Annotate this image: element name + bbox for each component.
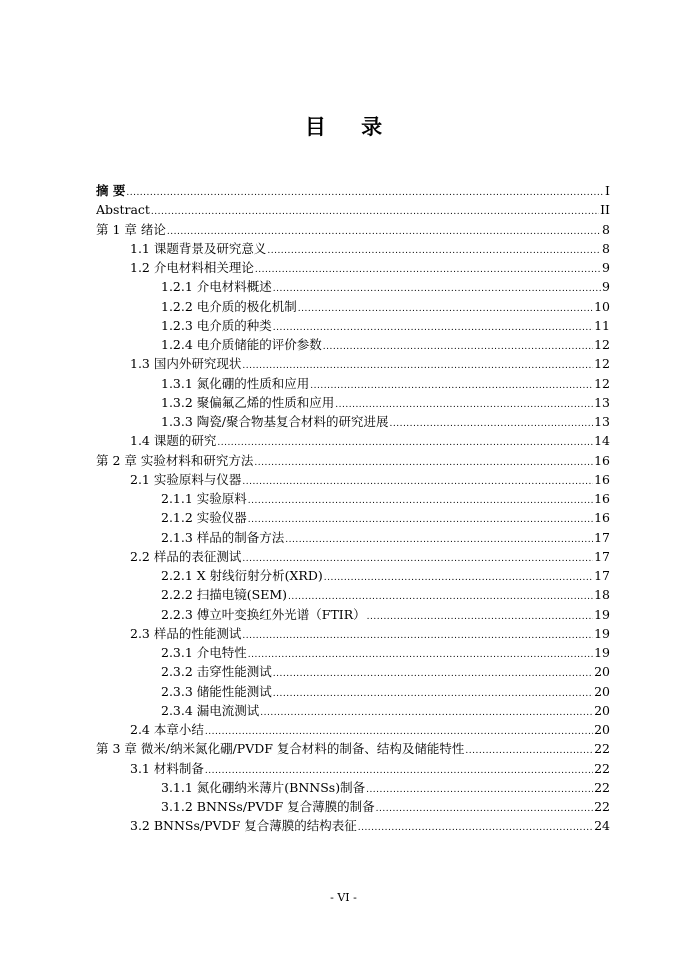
toc-entry-label: 2.1.3 样品的制备方法: [161, 529, 285, 545]
toc-dot-leader: [254, 454, 593, 470]
toc-entry-page: 9: [602, 260, 610, 275]
toc-entry-label: 2.2.1 X 射线衍射分析(XRD): [161, 568, 323, 583]
toc-dot-leader: [267, 242, 601, 258]
toc-entry[interactable]: [96, 220, 610, 239]
toc-dot-leader: [288, 588, 593, 604]
toc-dot-leader: [151, 203, 599, 219]
toc-entry-page: 18: [594, 587, 610, 603]
toc-dot-leader: [205, 723, 593, 739]
toc-dot-leader: [248, 511, 593, 527]
toc-entry[interactable]: [96, 277, 610, 296]
toc-entry-label: 1.3.3 陶瓷/聚合物基复合材料的研究进展: [161, 414, 389, 429]
toc-entry-label: 3.2 BNNSs/PVDF 复合薄膜的结构表征: [130, 818, 357, 834]
toc-entry-label: 3.1 材料制备: [130, 760, 204, 776]
toc-dot-leader: [366, 781, 593, 797]
toc-dot-leader: [367, 608, 593, 624]
toc-entry-page: 17: [594, 548, 610, 564]
toc-entry[interactable]: [96, 797, 610, 816]
toc-entry-page: 19: [594, 645, 610, 660]
toc-entry[interactable]: [96, 566, 610, 585]
toc-entry-page: 20: [594, 683, 610, 699]
toc-dot-leader: [298, 300, 593, 316]
toc-entry-page: 12: [594, 356, 610, 372]
toc-entry-label: 第 3 章 微米/纳米氮化硼/PVDF 复合材料的制备、结构及储能特性: [96, 741, 465, 757]
toc-entry-label: 第 1 章 绪论: [96, 221, 166, 237]
toc-entry-page: 8: [602, 221, 610, 237]
toc-entry-label: 1.3.2 聚偏氟乙烯的性质和应用: [161, 394, 335, 410]
toc-entry-page: 11: [594, 317, 610, 333]
toc-dot-leader: [242, 627, 593, 643]
toc-entry-label: 2.4 本章小结: [130, 722, 204, 737]
toc-entry[interactable]: [96, 643, 610, 662]
toc-entry-label: 1.3 国内外研究现状: [130, 356, 242, 372]
toc-entry[interactable]: [96, 297, 610, 316]
toc-dot-leader: [273, 665, 593, 681]
toc-entry-label: 2.1.2 实验仪器: [161, 510, 247, 526]
toc-dot-leader: [205, 762, 593, 778]
toc-dot-leader: [273, 280, 601, 296]
toc-entry-label: 1.2.4 电介质储能的评价参数: [161, 337, 322, 352]
toc-dot-leader: [323, 338, 593, 354]
toc-entry-page: 22: [594, 799, 610, 814]
toc-entry-page: 16: [594, 491, 610, 506]
toc-entry-page: II: [600, 202, 610, 218]
toc-entry[interactable]: [96, 720, 610, 739]
toc-entry-label: 第 2 章 实验材料和研究方法: [96, 452, 254, 468]
toc-entry[interactable]: [96, 682, 610, 701]
toc-dot-leader: [248, 646, 593, 662]
toc-entry-page: 12: [594, 337, 610, 352]
toc-dot-leader: [217, 434, 593, 450]
toc-dot-leader: [255, 261, 601, 277]
toc-entry-page: 24: [594, 818, 610, 834]
toc-entry-page: 12: [594, 375, 610, 391]
toc-entry-label: 2.2.3 傅立叶变换红外光谱（FTIR）: [161, 606, 366, 622]
toc-entry[interactable]: [96, 335, 610, 354]
toc-dot-leader: [242, 550, 593, 566]
toc-entry-page: 10: [594, 298, 610, 314]
toc-entry[interactable]: [96, 508, 610, 527]
toc-entry-label: Abstract: [96, 202, 150, 218]
toc-dot-leader: [242, 357, 593, 373]
page-number: - VI -: [330, 891, 357, 904]
toc-entry[interactable]: [96, 374, 610, 393]
toc-entry-label: 1.2.3 电介质的种类: [161, 317, 272, 333]
toc-entry[interactable]: [96, 759, 610, 778]
toc-dot-leader: [126, 184, 604, 200]
toc-dot-leader: [260, 704, 593, 720]
toc-entry-page: 16: [594, 471, 610, 487]
toc-entry-label: 2.1 实验原料与仪器: [130, 471, 242, 487]
toc-dot-leader: [273, 319, 593, 335]
toc-entry-page: 13: [594, 414, 610, 429]
toc-entry[interactable]: [96, 258, 610, 277]
toc-entry[interactable]: [96, 393, 610, 412]
toc-entry[interactable]: [96, 181, 610, 200]
toc-entry[interactable]: [96, 316, 610, 335]
toc-dot-leader: [324, 569, 593, 585]
table-of-contents: [96, 181, 610, 836]
toc-dot-leader: [390, 415, 594, 431]
toc-entry-label: 3.1.1 氮化硼纳米薄片(BNNSs)制备: [161, 779, 366, 795]
toc-dot-leader: [358, 819, 593, 835]
toc-entry-label: 1.2.1 介电材料概述: [161, 279, 272, 295]
toc-entry-label: 2.3.3 储能性能测试: [161, 683, 272, 699]
toc-entry-page: 22: [594, 779, 610, 795]
toc-entry-label: 2.1.1 实验原料: [161, 491, 247, 506]
toc-entry-page: 19: [594, 606, 610, 622]
toc-entry[interactable]: [96, 547, 610, 566]
toc-entry-page: 19: [594, 625, 610, 641]
toc-entry[interactable]: [96, 528, 610, 547]
toc-entry-label: 2.2.2 扫描电镜(SEM): [161, 587, 288, 603]
toc-dot-leader: [167, 223, 601, 239]
page-title: 目 录: [304, 115, 397, 139]
toc-entry-label: 1.3.1 氮化硼的性质和应用: [161, 375, 310, 391]
toc-entry[interactable]: [96, 605, 610, 624]
toc-entry-page: 20: [594, 702, 610, 718]
toc-entry-label: 1.2.2 电介质的极化机制: [161, 298, 297, 314]
toc-entry-page: 17: [594, 568, 610, 583]
toc-entry-label: 摘 要: [96, 183, 126, 198]
toc-entry[interactable]: [96, 354, 610, 373]
toc-entry[interactable]: [96, 451, 610, 470]
toc-entry-label: 1.2 介电材料相关理论: [130, 260, 254, 275]
toc-entry-page: 20: [594, 722, 610, 737]
toc-entry-label: 1.1 课题背景及研究意义: [130, 240, 267, 256]
toc-entry-page: 16: [594, 452, 610, 468]
toc-dot-leader: [376, 800, 593, 816]
toc-dot-leader: [285, 531, 593, 547]
toc-entry-page: 13: [594, 394, 610, 410]
toc-entry-page: 9: [602, 279, 610, 295]
toc-dot-leader: [273, 685, 593, 701]
toc-entry-page: 20: [594, 664, 610, 680]
toc-entry[interactable]: [96, 739, 610, 758]
toc-entry-page: 22: [594, 741, 610, 757]
toc-entry-label: 3.1.2 BNNSs/PVDF 复合薄膜的制备: [161, 799, 375, 814]
toc-dot-leader: [465, 742, 593, 758]
toc-entry-label: 2.3.4 漏电流测试: [161, 702, 260, 718]
toc-entry[interactable]: [96, 778, 610, 797]
toc-dot-leader: [248, 492, 593, 508]
toc-entry[interactable]: [96, 662, 610, 681]
toc-entry[interactable]: [96, 585, 610, 604]
toc-entry[interactable]: [96, 412, 610, 431]
toc-entry-label: 1.4 课题的研究: [130, 433, 217, 449]
toc-entry-page: 22: [594, 760, 610, 776]
toc-entry[interactable]: [96, 489, 610, 508]
toc-entry-label: 2.3 样品的性能测试: [130, 625, 242, 641]
toc-entry-page: 14: [594, 433, 610, 449]
toc-dot-leader: [310, 377, 593, 393]
toc-entry-label: 2.3.1 介电特性: [161, 645, 247, 660]
toc-entry[interactable]: [96, 816, 610, 835]
toc-entry[interactable]: [96, 624, 610, 643]
toc-entry-label: 2.3.2 击穿性能测试: [161, 664, 272, 680]
toc-entry-page: 16: [594, 510, 610, 526]
toc-dot-leader: [242, 473, 593, 489]
toc-entry-label: 2.2 样品的表征测试: [130, 548, 242, 564]
toc-entry-page: I: [605, 183, 610, 198]
toc-dot-leader: [335, 396, 593, 412]
toc-entry-page: 17: [594, 529, 610, 545]
toc-entry[interactable]: [96, 239, 610, 258]
toc-entry-page: 8: [602, 240, 610, 256]
toc-entry[interactable]: [96, 701, 610, 720]
toc-entry[interactable]: [96, 200, 610, 219]
toc-entry[interactable]: [96, 431, 610, 450]
toc-entry[interactable]: [96, 470, 610, 489]
